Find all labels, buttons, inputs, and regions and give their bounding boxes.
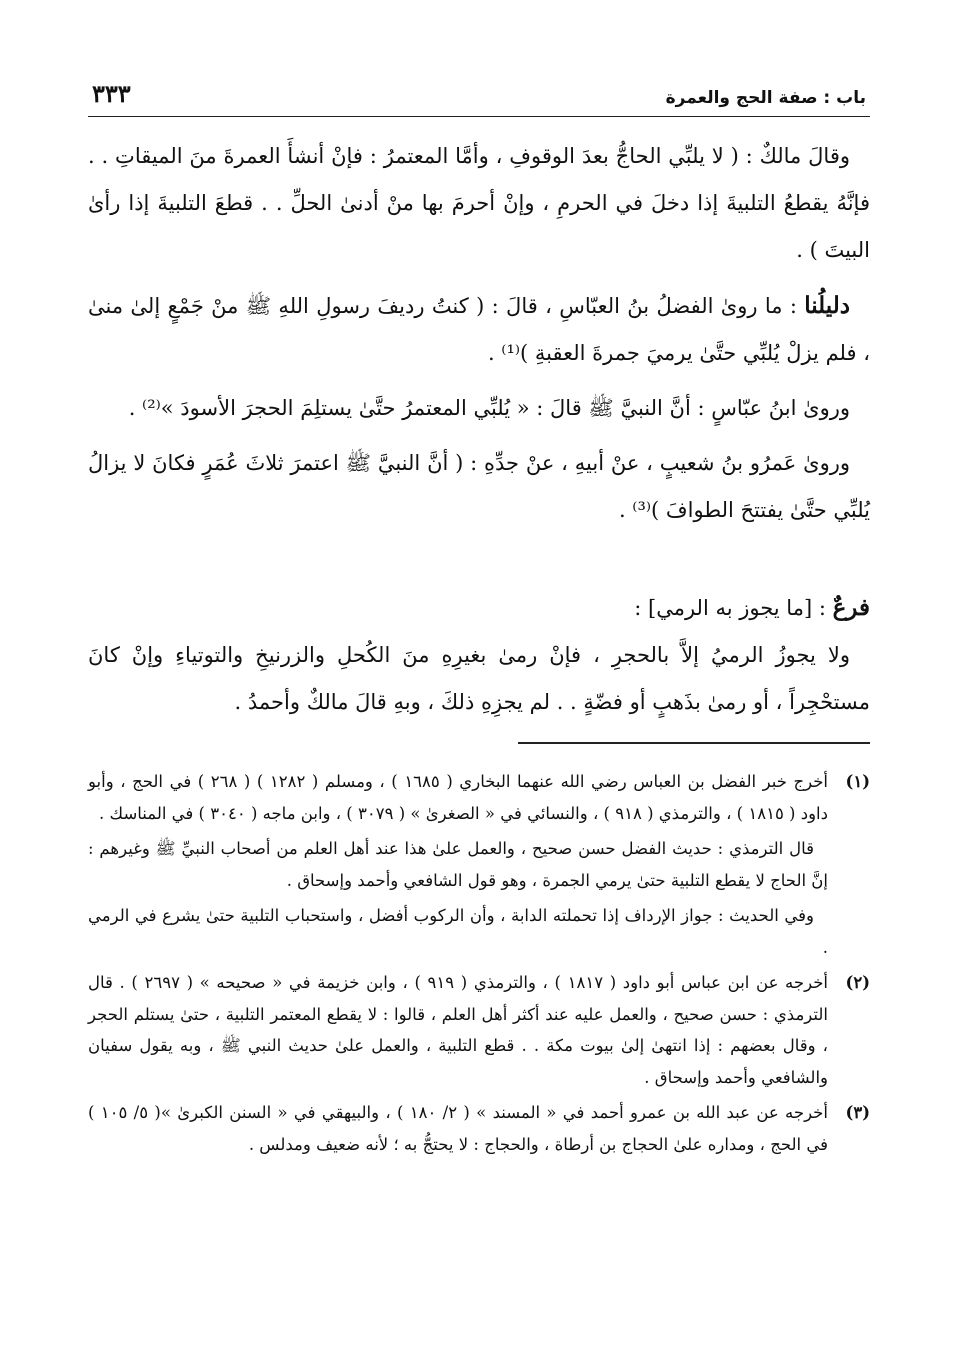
footnote-body: [88, 967, 828, 1093]
paragraph-ibn-abbas: وروىٰ ابنُ عبّاسٍ : أنَّ النبيَّ ﷺ قالَ : « يُلبِّي المعتمرُ حتَّىٰ يستلِمَ الحجرَ الأسودَ »⁽²⁾ .: [128, 396, 850, 420]
footnote-3: [88, 1097, 870, 1160]
footnote-1: [88, 766, 870, 963]
paragraph-stoning: ولا يجوزُ الرميُ إلاَّ بالحجرِ ، فإنْ رمىٰ بغيرِهِ منَ الكُحلِ والزرنيخِ والتوتياءِ وإنْ كانَ مستحْجِراً ، أو رمىٰ بذَهبٍ أو فضّةٍ . . لم يجزِهِ ذلكَ ، وبهِ قالَ مالكٌ وأحمدُ .: [88, 643, 870, 714]
footnotes: [88, 766, 870, 1160]
paragraph-malik: وقالَ مالكٌ : ( لا يلبِّي الحاجُّ بعدَ الوقوفِ ، وأمَّا المعتمرُ : فإنْ أنشأَ العمرةَ منَ الميقاتِ . . فإنَّهُ يقطعُ التلبيةَ إذا دخلَ في الحرمِ ، وإنْ أحرمَ بها منْ أدنىٰ الحلِّ . . قطعَ التلبيةَ إذا رأىٰ البيتَ ) .: [88, 144, 870, 262]
subsection-heading: [88, 584, 870, 632]
book-page: [88, 70, 870, 1164]
footnote-paragraph: وفي الحديث : جواز الإرداف إذا تحملته الدابة ، وأن الركوب أفضل ، واستحباب التلبية حتىٰ يشرع في الرمي .: [88, 906, 828, 957]
footnote-body: [88, 1097, 828, 1160]
evidence-heading: دليلُنا: [804, 292, 850, 319]
footnote-number: (٢): [845, 973, 870, 992]
evidence-text: : ما روىٰ الفضلُ بنُ العبّاسِ ، قالَ : ( كنتُ رديفَ رسولِ اللهِ ﷺ منْ جَمْعٍ إلىٰ منىٰ ، فلم يزلْ يُلبِّي حتَّىٰ يرميَ جمرةَ العقبةِ )⁽¹⁾ .: [88, 294, 870, 365]
footnote-paragraph: قال الترمذي : حديث الفضل حسن صحيح ، والعمل علىٰ هذا عند أهل العلم من أصحاب النبيِّ ﷺ وغيرهم : إنَّ الحاج لا يقطع التلبية حتىٰ يرمي الجمرة ، وهو قول الشافعي وأحمد وإسحاق .: [88, 839, 828, 890]
branch-label: فرعٌ: [832, 594, 870, 621]
footnote-paragraph: أخرجه عن عبد الله بن عمرو أحمد في « المسند » ( ٢/ ١٨٠ ) ، والبيهقي في « السنن الكبرىٰ »( ٥/ ١٠٥ ) في الحج ، ومداره علىٰ الحجاج بن أرطاة ، والحجاج : لا يحتجُّ به ؛ لأنه ضعيف ومدلس .: [88, 1103, 828, 1154]
footnote-paragraph: أخرجه عن ابن عباس أبو داود ( ١٨١٧ ) ، والترمذي ( ٩١٩ ) ، وابن خزيمة في « صحيحه » ( ٢٦٩٧ ) . قال الترمذي : حسن صحيح ، والعمل عليه عند أكثر أهل العلم ، قالوا : لا يقطع المعتمر التلبية ، حتىٰ يستلم الحجر ، وقال بعضهم : إذا انتهىٰ إلىٰ بيوت مكة . . قطع التلبية ، والعمل علىٰ حديث النبي ﷺ ، وبه يقول سفيان والشافعي وأحمد وإسحاق .: [88, 973, 828, 1087]
footnote-2: [88, 967, 870, 1093]
footnote-number: (٣): [845, 1103, 870, 1122]
footnote-body: [88, 766, 828, 963]
paragraph-amr-ibn-shuaib: وروىٰ عَمرُو بنُ شعيبٍ ، عنْ أبيهِ ، عنْ جدِّهِ : ( أنَّ النبيَّ ﷺ اعتمرَ ثلاثَ عُمَرٍ فكانَ لا يزالُ يُلبِّي حتَّىٰ يفتتحَ الطوافَ )⁽³⁾ .: [88, 451, 870, 522]
running-title: باب : صفة الحج والعمرة: [665, 88, 866, 108]
branch-title: : [ما يجوز به الرمي] :: [634, 596, 833, 620]
footnote-paragraph: أخرج خبر الفضل بن العباس رضي الله عنهما البخاري ( ١٦٨٥ ) ، ومسلم ( ١٢٨٢ ) ( ٢٦٨ ) في الحج ، وأبو داود ( ١٨١٥ ) ، والترمذي ( ٩١٨ ) ، والنسائي في « الصغرىٰ » ( ٣٠٧٩ ) ، وابن ماجه ( ٣٠٤٠ ) في المناسك .: [88, 772, 828, 823]
page-header: [88, 70, 870, 117]
footnote-separator: [518, 742, 870, 744]
main-text: [88, 133, 870, 726]
page-number: ٣٣٣: [92, 79, 131, 108]
footnote-number: (١): [845, 772, 870, 791]
paragraph-evidence: [88, 282, 870, 377]
